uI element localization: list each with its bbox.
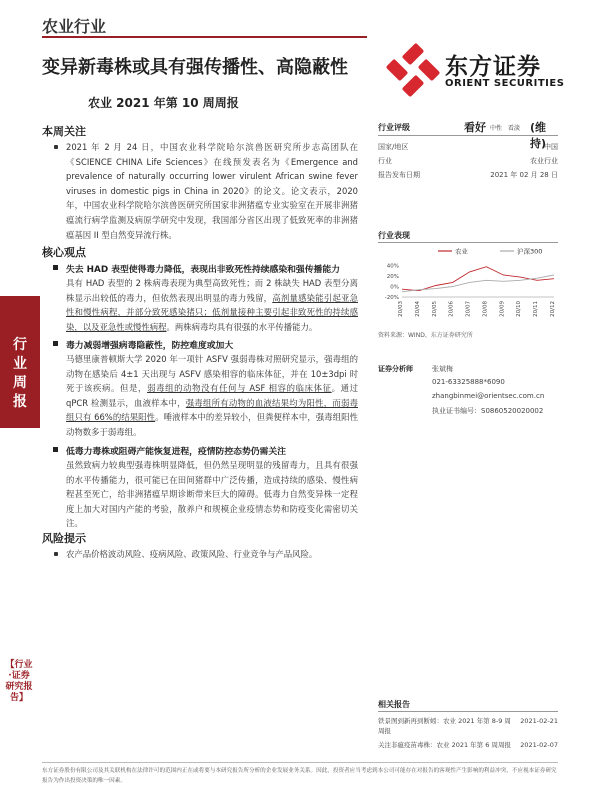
y-tick-label: 20% [386, 274, 399, 281]
x-tick-label: 20/08 [482, 301, 489, 317]
core-point-2-text-d: 强毒组所有动物的血液结果均为阳性，而弱毒组只有 66%的结果阳性 [66, 397, 358, 423]
rating-mid: 中性 [490, 125, 503, 132]
info-value: 农业行业 [530, 157, 558, 165]
core-point-2-text-c: 。通过 qPCR 检测显示，血液样本中， [66, 383, 359, 408]
info-row-country [378, 142, 558, 154]
orient-logo-icon [385, 42, 441, 98]
x-tick-label: 20/07 [465, 301, 472, 317]
core-point-2-text-a: 马德里康普顿斯大学 2020 年一项针 ASFV 强弱毒株对照研究显示，强毒组的动物在感染后 4±1 天出现与 ASFV 感染相容的临床体征，并在 10±3dpi 时死于该疾病。但是， [66, 354, 358, 394]
core-point-2-text [66, 352, 358, 440]
core-point-2-text-b: 弱毒组的动物没有任何与 ASF 相容的临床体征 [147, 383, 332, 394]
rating-value: 看好 [464, 121, 486, 134]
analyst-cert: 执业证书编号：S0860520020002 [432, 407, 544, 415]
performance-chart [378, 245, 558, 325]
company-logo [385, 42, 575, 102]
info-label: 行业 [378, 157, 392, 165]
logo-text-cn: 东方证券 [445, 54, 541, 80]
info-label: 国家/地区 [378, 143, 409, 151]
info-label: 报告发布日期 [378, 171, 420, 179]
core-point-1-text-b: 高剂量感染能引起亚急性和慢性病程，并部分致死感染猪只；低剂量接种主要引起非致死性的持续感染，以及亚急性或慢性病程 [66, 292, 359, 332]
core-point-1-text [66, 276, 358, 334]
rating-label: 行业评级 [378, 123, 410, 132]
info-value: 中国 [544, 143, 558, 151]
y-tick-label: -20% [384, 295, 399, 301]
x-tick-label: 20/10 [516, 301, 523, 317]
chart-source: 资料来源：WIND、东方证券研究所 [378, 332, 473, 339]
x-tick-label: 20/09 [499, 301, 506, 317]
core-point-2-head: 毒力减弱增强病毒隐蔽性，防控难度或加大 [66, 338, 358, 351]
info-value: 2021 年 02 月 28 日 [490, 171, 558, 179]
y-tick-label: 0% [390, 284, 399, 291]
section-core-title: 核心观点 [42, 246, 86, 259]
performance-title: 行业表现 [378, 231, 410, 240]
core-point-3-text: 虽然致病力较典型强毒株明显降低，但仍然呈现明显的残留毒力，且具有很强的水平传播能力，很可能已在田间猪群中广泛传播，造成持续的感染、慢性病程甚至死亡，给非洲猪瘟早期诊断带来巨大的障碍。低毒力自然变异株一定程度上加大对国内产能的考验，散养户和规模企业疫情态势和防疫变化需密切关注。 [66, 460, 358, 529]
side-banner-text: 行业周报 [13, 337, 27, 410]
core-point-2-text-e: 。唾液样本中的差异较小，但粪便样本中，强毒组阳性动物数多于弱毒组。 [66, 412, 359, 437]
x-tick-label: 20/04 [414, 301, 421, 317]
core-point-1-text-a: 具有 HAD 表型的 2 株病毒表现为典型高致死性；而 2 株缺失 HAD 表型分离株显示出较低的毒力，但依然表现出明显的毒力残留， [66, 278, 358, 303]
core-point-1-head: 失去 HAD 表型使得毒力降低，表现出非致死性持续感染和强传播能力 [66, 262, 358, 275]
x-tick-label: 20/06 [448, 301, 455, 317]
related-title: 相关报告 [378, 700, 410, 709]
analyst-email[interactable]: zhangbinmei@orientsec.com.cn [432, 392, 545, 400]
weekly-paragraph: 2021 年 2 月 24 日，中国农业科学院哈尔滨兽医研究所步志高团队在《SCIENCE CHINA Life Sciences》在线预发表名为《Emergence and prevalence of naturally occurring lower virulent African swine fever viruses in domestic pigs in China in 2020》的论文。论文表示，2020 年，中国农业科学院哈尔滨兽医研究所国家非洲猪瘟专业实验室在开展非洲猪瘟流行病学监测及病原学研究中发现，我国部分省区出现了低致死率的非洲猪瘟基因 II 型自然变异流行株。 [66, 140, 358, 242]
x-tick-label: 20/05 [431, 301, 438, 317]
core-point-1-text-c: 。两株病毒均具有很强的水平传播能力。 [166, 321, 318, 332]
analyst-phone: 021-63325888*6090 [432, 378, 505, 386]
section-weekly-title: 本周关注 [42, 125, 86, 138]
series-line-1 [402, 275, 554, 292]
x-tick-label: 20/11 [533, 301, 540, 317]
report-title: 变异新毒株或具有强传播性、高隐蔽性 [42, 57, 348, 78]
related-divider [378, 711, 558, 712]
header-divider [42, 36, 367, 38]
x-tick-label: 20/03 [398, 301, 404, 317]
x-tick-label: 20/12 [550, 301, 556, 317]
info-row-date [378, 170, 558, 182]
info-row-industry [378, 156, 558, 168]
side-vertical-label: 【行业·证券研究报告】 [5, 660, 33, 703]
header-sector: 农业行业 [42, 17, 107, 36]
footer-divider [42, 762, 558, 763]
y-tick-label: 40% [386, 263, 399, 270]
logo-text-en: ORIENT SECURITIES [445, 78, 565, 89]
analyst-label: 证券分析师 [378, 365, 413, 373]
related-item-date: 2021-02-21 [520, 717, 558, 725]
rating-low: 看淡 [508, 125, 521, 132]
risk-paragraph: 农产品价格波动风险、疫病风险、政策风险、行业竞争与产品风险。 [66, 547, 358, 562]
analyst-name: 张斌梅 [432, 365, 453, 373]
rating-hold: (维持) [530, 121, 547, 150]
footer-disclaimer: 东方证券股份有限公司及其关联机构在法律许可的范围内正在或将要与本研究报告所分析的企业发展业务关系。因此，投资者应当考虑到本公司可能存在对报告的客观性产生影响的利益冲突，不应视本证券研究报告为作出投资决策的唯一因素。 [42, 768, 557, 784]
related-item-text: 关注非瘟疫苗毒株：农业 2021 年第 6 周周报 [378, 741, 511, 749]
legend-label-1: 沪深300 [517, 247, 543, 256]
section-risk-title: 风险提示 [42, 532, 86, 545]
core-point-3-head: 低毒力毒株或阻碍产能恢复进程，疫情防控态势仍需关注 [66, 444, 358, 457]
legend-label-0: 农业 [455, 247, 468, 256]
related-item-date: 2021-02-07 [520, 741, 558, 749]
report-subtitle: 农业 2021 年第 10 周周报 [88, 96, 239, 110]
performance-divider [378, 242, 558, 243]
related-item-text: 铁景图到新再到断蚓：农业 2021 年第 8-9 周周报 [378, 717, 511, 735]
